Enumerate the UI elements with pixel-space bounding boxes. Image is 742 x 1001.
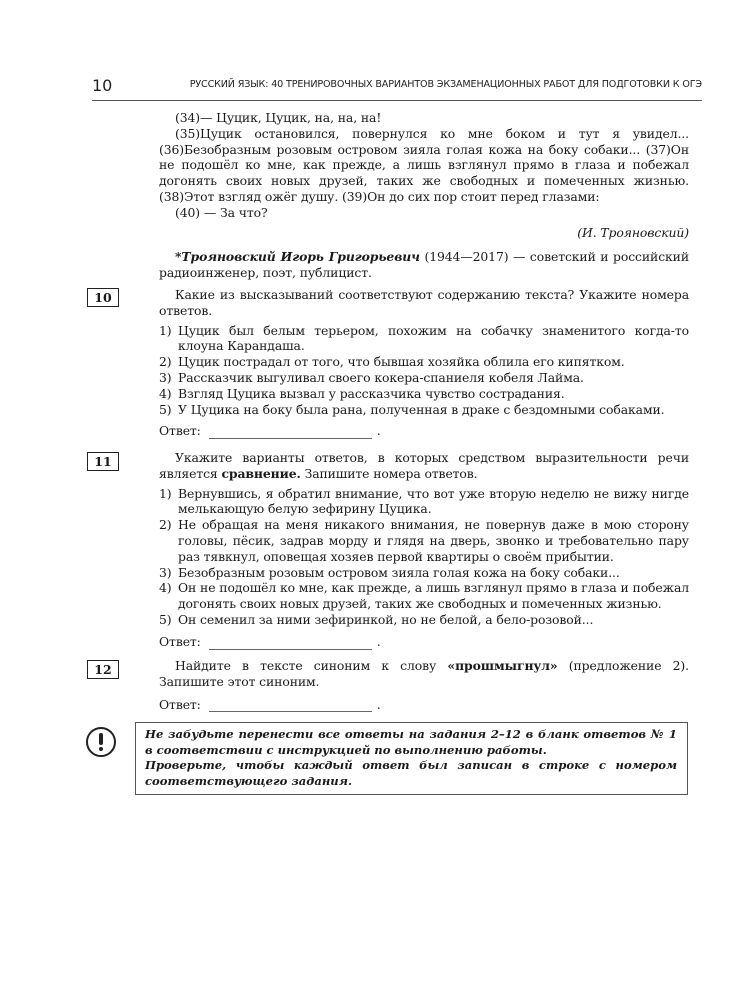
task-number-11: 11 xyxy=(87,452,119,471)
author-note xyxy=(159,249,689,281)
option-item: 3) Рассказчик выгуливал своего кокера-спаниеля кобеля Лайма. xyxy=(159,369,584,385)
task-number-10: 10 xyxy=(87,288,119,307)
option-item: 4) Взгляд Цуцика вызвал у рассказчика чувство сострадания. xyxy=(159,385,565,401)
option-item: 5) У Цуцика на боку была рана, полученная в драке с бездомными собаками. xyxy=(159,401,665,417)
answer-label: Ответ: xyxy=(159,633,201,649)
option-item: 5) Он семенил за ними зефиринкой, но не белой, а бело-розовой... xyxy=(159,611,594,627)
option-item: 3) Безобразным розовым островом зияла голая кожа на боку собаки... xyxy=(159,564,620,580)
answer-field[interactable] xyxy=(209,637,372,650)
notice-line-1: Не забудьте перенести все ответы на задания 2–12 в бланк ответов № 1 в соответствии с инструкцией по выполнению работы. xyxy=(145,727,677,757)
option-item: 4) Он не подошёл ко мне, как прежде, а лишь взглянул прямо в глаза и побежал догонять своих новых друзей, таких же свободных и помеченных жизнью. xyxy=(159,580,689,612)
answer-line: Ответ: . xyxy=(159,423,381,439)
answer-field[interactable] xyxy=(209,699,372,712)
option-item: 1) Цуцик был белым терьером, похожим на собачку знаменитого когда-то клоуна Карандаша. xyxy=(159,322,689,354)
answer-label: Ответ: xyxy=(159,423,201,439)
story-paragraph: (40) — За что? xyxy=(175,204,268,220)
options-list xyxy=(159,323,689,418)
task-11 xyxy=(159,450,689,650)
author-name: *Трояновский Игорь Григорьевич xyxy=(175,249,420,265)
page-number: 10 xyxy=(92,76,113,95)
answer-field[interactable] xyxy=(209,426,372,439)
page-header xyxy=(92,76,702,101)
notice-box xyxy=(135,722,688,795)
option-item: 2) Цуцик пострадал от того, что бывшая хозяйка облила его кипятком. xyxy=(159,354,625,370)
option-item: 2) Не обращая на меня никакого внимания, не повернув даже в мою сторону головы, пёсик, задрав морду и глядя на дверь, звонко и требовательно пару раз тявкнул, оповещая хозяев первой квартиры о своём прибытии. xyxy=(159,517,689,564)
exclamation-circle-icon xyxy=(86,727,116,757)
task-prompt: Укажите варианты ответов, в которых средством выразительности речи является сравнение. Запишите номера ответов. xyxy=(159,450,689,481)
task-prompt: Найдите в тексте синоним к слову «прошмыгнул» (предложение 2). Запишите этот синоним. xyxy=(159,658,690,689)
answer-label: Ответ: xyxy=(159,696,201,712)
options-list xyxy=(159,486,689,628)
running-title: РУССКИЙ ЯЗЫК: 40 ТРЕНИРОВОЧНЫХ ВАРИАНТОВ ЭКЗАМЕНАЦИОННЫХ РАБОТ ДЛЯ ПОДГОТОВКИ К ОГЭ xyxy=(189,79,702,90)
task-number-12: 12 xyxy=(87,660,119,679)
answer-line: Ответ: . xyxy=(159,633,381,649)
task-12 xyxy=(159,658,689,712)
task-prompt: Какие из высказываний соответствуют содержанию текста? Укажите номера ответов. xyxy=(159,287,689,318)
notice-line-2: Проверьте, чтобы каждый ответ был записан в строке с номером соответствующего задания. xyxy=(145,758,677,788)
story-text xyxy=(159,110,689,281)
option-item: 1) Вернувшись, я обратил внимание, что вот уже вторую неделю не вижу нигде мелькающую белую зефирину Цуцика. xyxy=(159,485,689,517)
story-paragraph: (34)— Цуцик, Цуцик, на, на, на! xyxy=(175,110,382,125)
story-paragraph: (35)Цуцик остановился, повернулся ко мне боком и тут я увидел...(36)Безобразным розовым островом зияла голая кожа на боку собаки... (37)Он не подошёл ко мне, как прежде, а лишь взглянул прямо в глаза и побежал догонять своих новых друзей, таких же свободных и помеченных жизнью. (38)Этот взгляд ожёг душу. (39)Он до сих пор стоит перед глазами: xyxy=(159,125,689,204)
author-bio: (1944—2017) — советский и российский радиоинженер, поэт, публицист. xyxy=(159,249,689,281)
answer-line: Ответ: . xyxy=(159,696,381,712)
attribution: (И. Трояновский) xyxy=(577,224,689,240)
task-10 xyxy=(159,287,689,439)
